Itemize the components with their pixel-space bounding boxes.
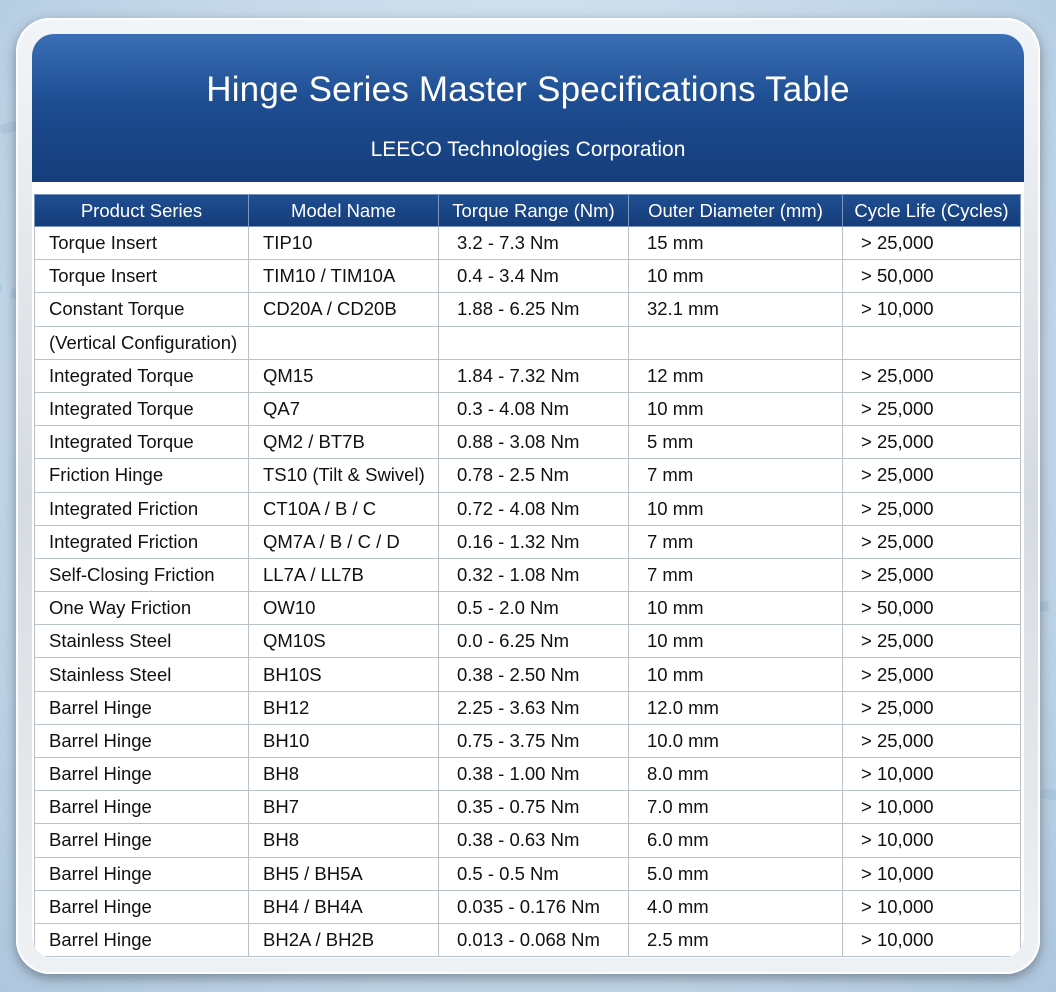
table-row bbox=[35, 691, 1021, 724]
outer-diameter-cell: 2.5 mm bbox=[629, 923, 843, 956]
column-header-product-series: Product Series bbox=[35, 195, 249, 227]
model-name-cell: BH4 / BH4A bbox=[249, 890, 439, 923]
product-series-cell: Torque Insert bbox=[35, 260, 249, 293]
torque-range-cell: 0.88 - 3.08 Nm bbox=[439, 426, 629, 459]
column-header-torque-range: Torque Range (Nm) bbox=[439, 195, 629, 227]
torque-range-cell: 2.25 - 3.63 Nm bbox=[439, 691, 629, 724]
table-row bbox=[35, 426, 1021, 459]
outer-diameter-cell: 7 mm bbox=[629, 558, 843, 591]
product-series-cell: (Vertical Configuration) bbox=[35, 326, 249, 359]
torque-range-cell: 0.38 - 1.00 Nm bbox=[439, 758, 629, 791]
table-row bbox=[35, 890, 1021, 923]
torque-range-cell: 1.84 - 7.32 Nm bbox=[439, 359, 629, 392]
model-name-cell: BH8 bbox=[249, 824, 439, 857]
model-name-cell: BH7 bbox=[249, 791, 439, 824]
product-series-cell: Constant Torque bbox=[35, 293, 249, 326]
table-row bbox=[35, 658, 1021, 691]
outer-diameter-cell: 15 mm bbox=[629, 227, 843, 260]
torque-range-cell: 0.5 - 0.5 Nm bbox=[439, 857, 629, 890]
cycle-life-cell: > 25,000 bbox=[843, 492, 1021, 525]
product-series-cell: Barrel Hinge bbox=[35, 857, 249, 890]
cycle-life-cell: > 10,000 bbox=[843, 791, 1021, 824]
product-series-cell: Stainless Steel bbox=[35, 658, 249, 691]
product-series-cell: Barrel Hinge bbox=[35, 890, 249, 923]
outer-diameter-cell: 4.0 mm bbox=[629, 890, 843, 923]
model-name-cell: BH8 bbox=[249, 758, 439, 791]
outer-diameter-cell: 7 mm bbox=[629, 459, 843, 492]
torque-range-cell: 0.035 - 0.176 Nm bbox=[439, 890, 629, 923]
cycle-life-cell: > 50,000 bbox=[843, 592, 1021, 625]
column-header-model-name: Model Name bbox=[249, 195, 439, 227]
torque-range-cell: 0.3 - 4.08 Nm bbox=[439, 392, 629, 425]
torque-range-cell: 0.75 - 3.75 Nm bbox=[439, 724, 629, 757]
table-row bbox=[35, 260, 1021, 293]
outer-diameter-cell: 10 mm bbox=[629, 492, 843, 525]
outer-diameter-cell: 10 mm bbox=[629, 392, 843, 425]
model-name-cell bbox=[249, 326, 439, 359]
cycle-life-cell: > 25,000 bbox=[843, 625, 1021, 658]
product-series-cell: Integrated Torque bbox=[35, 426, 249, 459]
table-row bbox=[35, 923, 1021, 956]
column-header-cycle-life: Cycle Life (Cycles) bbox=[843, 195, 1021, 227]
outer-diameter-cell: 10.0 mm bbox=[629, 724, 843, 757]
table-header-row bbox=[35, 195, 1021, 227]
product-series-cell: Barrel Hinge bbox=[35, 691, 249, 724]
cycle-life-cell: > 25,000 bbox=[843, 227, 1021, 260]
model-name-cell: QM2 / BT7B bbox=[249, 426, 439, 459]
torque-range-cell: 0.013 - 0.068 Nm bbox=[439, 923, 629, 956]
table-row bbox=[35, 592, 1021, 625]
model-name-cell: BH12 bbox=[249, 691, 439, 724]
product-series-cell: Stainless Steel bbox=[35, 625, 249, 658]
model-name-cell: QM7A / B / C / D bbox=[249, 525, 439, 558]
table-body bbox=[35, 227, 1021, 957]
cycle-life-cell: > 25,000 bbox=[843, 558, 1021, 591]
table-row bbox=[35, 293, 1021, 326]
cycle-life-cell: > 25,000 bbox=[843, 724, 1021, 757]
model-name-cell: BH5 / BH5A bbox=[249, 857, 439, 890]
product-series-cell: Friction Hinge bbox=[35, 459, 249, 492]
outer-diameter-cell: 5 mm bbox=[629, 426, 843, 459]
company-subtitle: LEECO Technologies Corporation bbox=[370, 138, 686, 161]
model-name-cell: QM15 bbox=[249, 359, 439, 392]
model-name-cell: QA7 bbox=[249, 392, 439, 425]
torque-range-cell: 0.32 - 1.08 Nm bbox=[439, 558, 629, 591]
model-name-cell: CT10A / B / C bbox=[249, 492, 439, 525]
outer-diameter-cell: 12 mm bbox=[629, 359, 843, 392]
outer-diameter-cell: 10 mm bbox=[629, 658, 843, 691]
torque-range-cell: 0.78 - 2.5 Nm bbox=[439, 459, 629, 492]
model-name-cell: BH10 bbox=[249, 724, 439, 757]
outer-diameter-cell: 32.1 mm bbox=[629, 293, 843, 326]
cycle-life-cell: > 25,000 bbox=[843, 691, 1021, 724]
outer-diameter-cell: 7.0 mm bbox=[629, 791, 843, 824]
cycle-life-cell: > 25,000 bbox=[843, 392, 1021, 425]
product-series-cell: Integrated Torque bbox=[35, 359, 249, 392]
product-series-cell: Self-Closing Friction bbox=[35, 558, 249, 591]
torque-range-cell: 0.16 - 1.32 Nm bbox=[439, 525, 629, 558]
product-series-cell: Barrel Hinge bbox=[35, 791, 249, 824]
table-row bbox=[35, 492, 1021, 525]
torque-range-cell: 3.2 - 7.3 Nm bbox=[439, 227, 629, 260]
table-header-banner bbox=[32, 34, 1024, 186]
cycle-life-cell: > 10,000 bbox=[843, 890, 1021, 923]
table-row bbox=[35, 227, 1021, 260]
specifications-frame bbox=[16, 18, 1040, 974]
product-series-cell: One Way Friction bbox=[35, 592, 249, 625]
table-row bbox=[35, 326, 1021, 359]
torque-range-cell: 0.72 - 4.08 Nm bbox=[439, 492, 629, 525]
cycle-life-cell: > 10,000 bbox=[843, 293, 1021, 326]
outer-diameter-cell bbox=[629, 326, 843, 359]
table-row bbox=[35, 525, 1021, 558]
cycle-life-cell: > 10,000 bbox=[843, 923, 1021, 956]
product-series-cell: Barrel Hinge bbox=[35, 923, 249, 956]
cycle-life-cell: > 10,000 bbox=[843, 824, 1021, 857]
table-row bbox=[35, 459, 1021, 492]
model-name-cell: QM10S bbox=[249, 625, 439, 658]
outer-diameter-cell: 8.0 mm bbox=[629, 758, 843, 791]
model-name-cell: TIM10 / TIM10A bbox=[249, 260, 439, 293]
table-row bbox=[35, 392, 1021, 425]
table-row bbox=[35, 724, 1021, 757]
cycle-life-cell: > 50,000 bbox=[843, 260, 1021, 293]
model-name-cell: TIP10 bbox=[249, 227, 439, 260]
torque-range-cell: 0.0 - 6.25 Nm bbox=[439, 625, 629, 658]
cycle-life-cell bbox=[843, 326, 1021, 359]
table-row bbox=[35, 359, 1021, 392]
model-name-cell: TS10 (Tilt & Swivel) bbox=[249, 459, 439, 492]
table-row bbox=[35, 758, 1021, 791]
cycle-life-cell: > 10,000 bbox=[843, 758, 1021, 791]
table-row bbox=[35, 824, 1021, 857]
outer-diameter-cell: 10 mm bbox=[629, 592, 843, 625]
torque-range-cell: 0.4 - 3.4 Nm bbox=[439, 260, 629, 293]
column-header-outer-diameter: Outer Diameter (mm) bbox=[629, 195, 843, 227]
table-row bbox=[35, 791, 1021, 824]
torque-range-cell bbox=[439, 326, 629, 359]
cycle-life-cell: > 10,000 bbox=[843, 857, 1021, 890]
product-series-cell: Barrel Hinge bbox=[35, 724, 249, 757]
table-row bbox=[35, 558, 1021, 591]
outer-diameter-cell: 6.0 mm bbox=[629, 824, 843, 857]
product-series-cell: Barrel Hinge bbox=[35, 758, 249, 791]
outer-diameter-cell: 5.0 mm bbox=[629, 857, 843, 890]
specifications-table bbox=[34, 194, 1021, 957]
cycle-life-cell: > 25,000 bbox=[843, 658, 1021, 691]
outer-diameter-cell: 10 mm bbox=[629, 625, 843, 658]
torque-range-cell: 0.38 - 2.50 Nm bbox=[439, 658, 629, 691]
table-row bbox=[35, 857, 1021, 890]
product-series-cell: Integrated Torque bbox=[35, 392, 249, 425]
model-name-cell: BH2A / BH2B bbox=[249, 923, 439, 956]
outer-diameter-cell: 10 mm bbox=[629, 260, 843, 293]
page-title: Hinge Series Master Specifications Table bbox=[206, 70, 850, 109]
table-row bbox=[35, 625, 1021, 658]
outer-diameter-cell: 12.0 mm bbox=[629, 691, 843, 724]
model-name-cell: CD20A / CD20B bbox=[249, 293, 439, 326]
cycle-life-cell: > 25,000 bbox=[843, 525, 1021, 558]
product-series-cell: Integrated Friction bbox=[35, 525, 249, 558]
cycle-life-cell: > 25,000 bbox=[843, 359, 1021, 392]
torque-range-cell: 1.88 - 6.25 Nm bbox=[439, 293, 629, 326]
torque-range-cell: 0.35 - 0.75 Nm bbox=[439, 791, 629, 824]
torque-range-cell: 0.5 - 2.0 Nm bbox=[439, 592, 629, 625]
model-name-cell: BH10S bbox=[249, 658, 439, 691]
cycle-life-cell: > 25,000 bbox=[843, 426, 1021, 459]
model-name-cell: OW10 bbox=[249, 592, 439, 625]
model-name-cell: LL7A / LL7B bbox=[249, 558, 439, 591]
specifications-panel bbox=[32, 34, 1024, 958]
torque-range-cell: 0.38 - 0.63 Nm bbox=[439, 824, 629, 857]
product-series-cell: Integrated Friction bbox=[35, 492, 249, 525]
product-series-cell: Barrel Hinge bbox=[35, 824, 249, 857]
product-series-cell: Torque Insert bbox=[35, 227, 249, 260]
outer-diameter-cell: 7 mm bbox=[629, 525, 843, 558]
cycle-life-cell: > 25,000 bbox=[843, 459, 1021, 492]
